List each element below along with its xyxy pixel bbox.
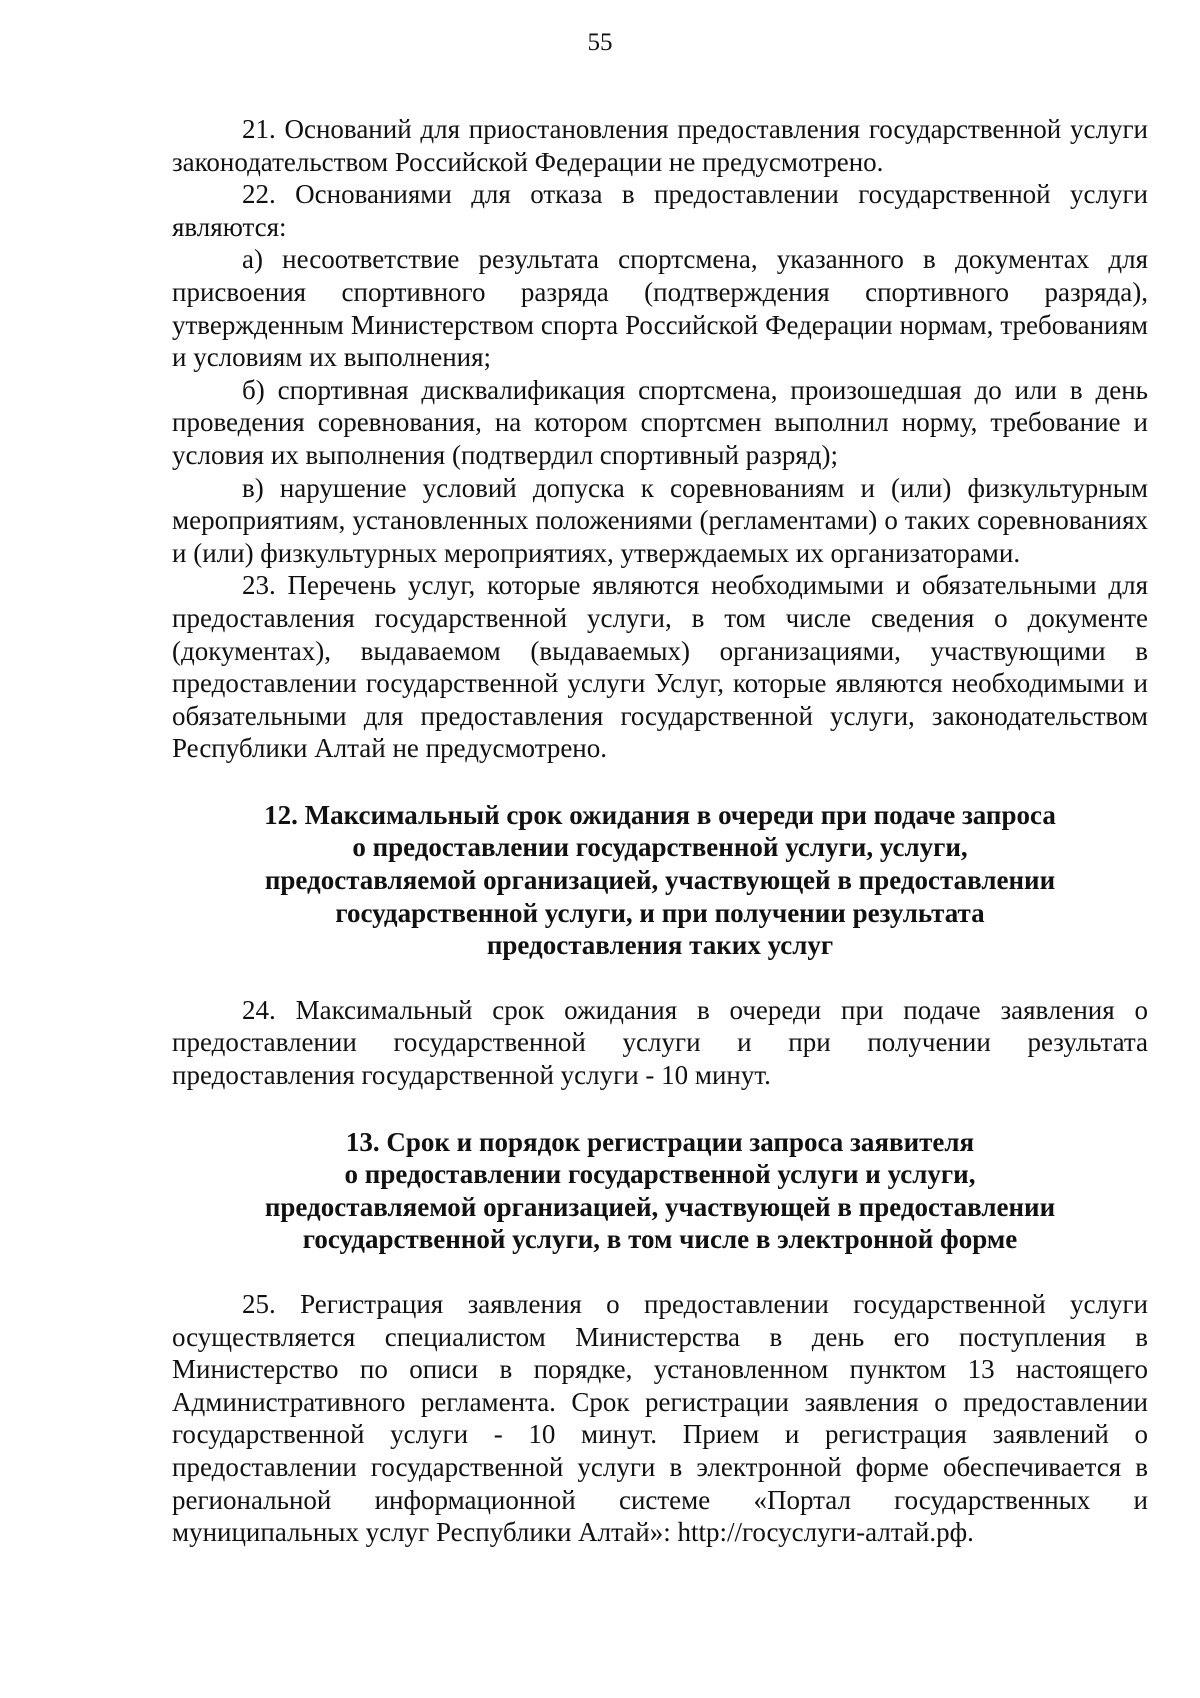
heading-line: государственной услуги, в том числе в электронной форме xyxy=(302,1224,1018,1255)
heading-line: о предоставлении государственной услуги и услуги, xyxy=(344,1159,976,1190)
heading-line: предоставляемой организацией, участвующей в предоставлении xyxy=(264,1191,1056,1222)
heading-line: предоставления таких услуг xyxy=(486,930,834,961)
heading-line: 12. Максимальный срок ожидания в очереди при подаче запроса xyxy=(264,799,1056,830)
document-body xyxy=(172,113,1148,1549)
page-number: 55 xyxy=(587,29,613,56)
heading-line: предоставляемой организацией, участвующей в предоставлении xyxy=(264,865,1056,896)
heading-line: 13. Срок и порядок регистрации запроса заявителя xyxy=(345,1126,975,1157)
heading-line: о предоставлении государственной услуги, услуги, xyxy=(352,832,968,863)
paragraph-22: 22. Основаниями для отказа в предоставлении государственной услуги являются: xyxy=(172,179,1148,242)
paragraph-24: 24. Максимальный срок ожидания в очереди при подаче заявления о предоставлении государственной услуги и при получении результата предоставления государственной услуги - 10 минут. xyxy=(172,994,1148,1091)
section-12-heading xyxy=(172,799,1148,962)
paragraph-21: 21. Оснований для приостановления предоставления государственной услуги законодательством Российской Федерации не предусмотрено. xyxy=(172,114,1148,177)
paragraph-22-a: а) несоответствие результата спортсмена, указанного в документах для присвоения спортивного разряда (подтверждения спортивного разряда), утвержденным Министерством спорта Российской Федерации нормам, требованиям и условиям их выполнения; xyxy=(172,244,1148,373)
section-13-heading xyxy=(172,1126,1148,1256)
paragraph-25: 25. Регистрация заявления о предоставлении государственной услуги осуществляется специалистом Министерства в день его поступления в Министерство по описи в порядке, установленном пунктом 13 настоящего Административного регламента. Срок регистрации заявления о предоставлении государственной услуги - 10 минут. Прием и регистрация заявлений о предоставлении государственной услуги в электронной форме обеспечивается в региональной информационной системе «Портал государственных и муниципальных услуг Республики Алтай»: http://госуслуги-алтай.рф. xyxy=(172,1289,1148,1548)
paragraph-23: 23. Перечень услуг, которые являются необходимыми и обязательными для предоставления государственной услуги, в том числе сведения о документе (документах), выдаваемом (выдаваемых) организациями, участвующими в предоставлении государственной услуги Услуг, которые являются необходимыми и обязательными для предоставления государственной услуги, законодательством Республики Алтай не предусмотрено. xyxy=(172,570,1148,764)
paragraph-22-b: б) спортивная дисквалификация спортсмена, произошедшая до или в день проведения соревнования, на котором спортсмен выполнил норму, требование и условия их выполнения (подтвердил спортивный разряд); xyxy=(172,374,1148,470)
paragraph-22-v: в) нарушение условий допуска к соревнованиям и (или) физкультурным мероприятиям, установленных положениями (регламентами) о таких соревнованиях и (или) физкультурных мероприятиях, утверждаемых их организаторами. xyxy=(172,472,1148,568)
heading-line: государственной услуги, и при получении результата xyxy=(335,897,985,928)
